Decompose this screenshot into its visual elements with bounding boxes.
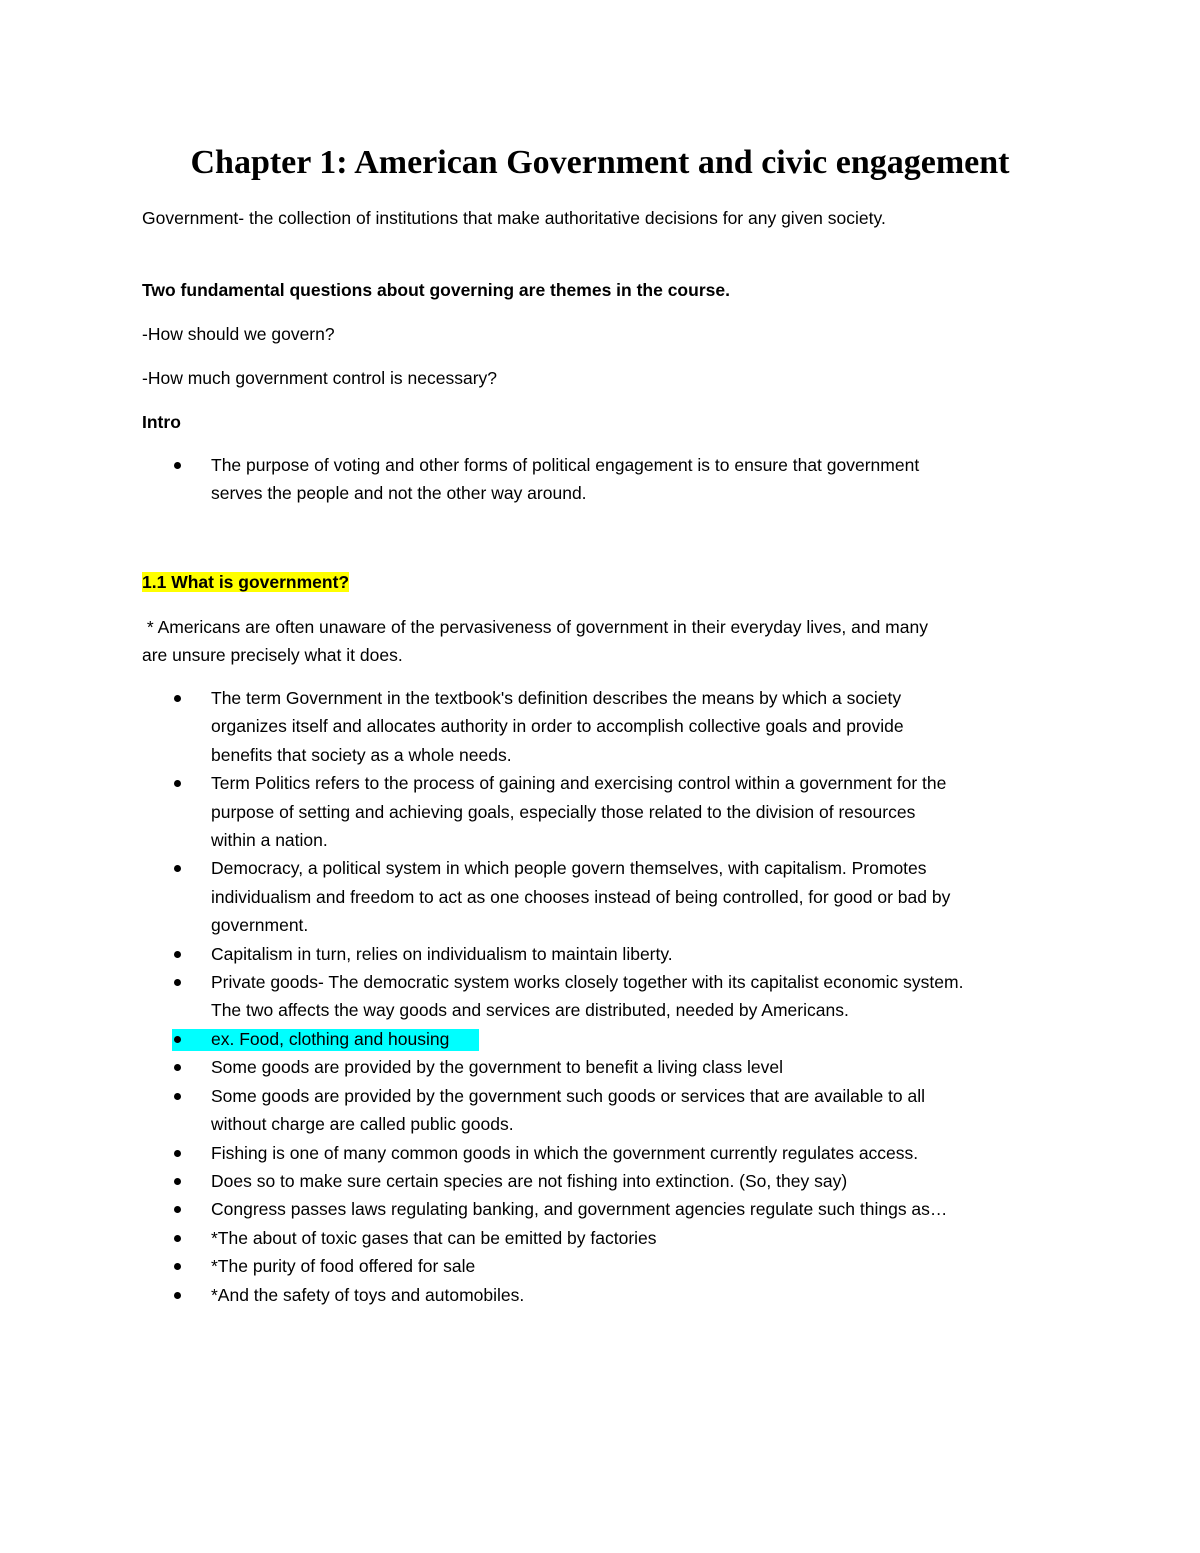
list-item [0,1252,1200,1280]
bullet-text-line: benefits that society as a whole needs. [211,744,512,765]
bullet-icon [174,951,181,958]
bullet-text-line: The term Government in the textbook's definition describes the means by which a society [211,688,902,708]
bullet-icon [174,865,181,872]
list-item [0,1082,1200,1139]
bullet-text-line: ex. Food, clothing and housing [211,1028,450,1049]
question-how-much-control: -How much government control is necessary? [142,368,498,388]
intro-list [0,451,1200,508]
list-item [0,451,1200,508]
list-item [0,1224,1200,1252]
bullet-icon [174,1064,181,1071]
bullet-text-line: Capitalism in turn, relies on individualism to maintain liberty. [211,943,673,964]
list-item [0,1281,1200,1309]
bullet-icon [174,1235,181,1242]
questions-heading: Two fundamental questions about governing are themes in the course. [142,280,730,300]
intro-heading: Intro [142,412,181,432]
bullet-text-line: within a nation. [211,830,328,851]
government-bullet-list [0,684,1200,1309]
list-item [0,684,1200,769]
bullet-text-line: Some goods are provided by the government such goods or services that are available to all [211,1085,926,1106]
bullet-text-line: Congress passes laws regulating banking, and government agencies regulate such things as… [211,1199,948,1220]
list-item [0,968,1200,1025]
bullet-text-line: Democracy, a political system in which people govern themselves, with capitalism. Promotes [211,858,927,879]
page-title: Chapter 1: American Government and civic engagement [190,144,1010,181]
bullet-icon [174,1093,181,1100]
list-item [0,1167,1200,1195]
bullet-text-line: *The purity of food offered for sale [211,1256,476,1277]
list-item [0,1053,1200,1081]
government-definition: Government- the collection of institutions that make authoritative decisions for any given society. [142,208,886,228]
section-note-line-1: * Americans are often unaware of the pervasiveness of government in their everyday lives, and many [142,617,928,637]
list-item [0,854,1200,939]
bullet-icon [174,780,181,787]
bullet-text-line: Private goods- The democratic system works closely together with its capitalist economic system. [211,972,964,993]
bullet-icon [174,695,181,702]
bullet-icon [174,1206,181,1213]
bullet-text-line: The two affects the way goods and services are distributed, needed by Americans. [211,1000,849,1021]
bullet-text-line: purpose of setting and achieving goals, especially those related to the division of resources [211,801,916,822]
bullet-icon [174,1263,181,1270]
bullet-icon [174,1036,181,1043]
intro-bullet-line-1: The purpose of voting and other forms of political engagement is to ensure that government [211,455,920,475]
intro-bullet-line-2: serves the people and not the other way around. [211,483,587,504]
bullet-text-line: government. [211,915,309,936]
section-note-line-2: are unsure precisely what it does. [142,645,403,665]
bullet-icon [174,462,181,469]
list-item-highlighted [0,1025,1200,1053]
bullet-text-line: organizes itself and allocates authority in order to accomplish collective goals and provide [211,716,904,737]
bullet-icon [174,1292,181,1299]
bullet-text-line: without charge are called public goods. [211,1114,514,1135]
bullet-text-line: Some goods are provided by the government to benefit a living class level [211,1057,783,1078]
bullet-text-line: *And the safety of toys and automobiles. [211,1284,525,1305]
list-item [0,1195,1200,1223]
bullet-icon [174,979,181,986]
bullet-text-line: Term Politics refers to the process of gaining and exercising control within a government for the [211,773,947,794]
list-item [0,940,1200,968]
list-item [0,769,1200,854]
bullet-text-line: individualism and freedom to act as one chooses instead of being controlled, for good or bad by [211,886,951,907]
question-how-govern: -How should we govern? [142,324,335,344]
bullet-text-line: Does so to make sure certain species are not fishing into extinction. (So, they say) [211,1170,848,1191]
section-heading-text: 1.1 What is government? [142,572,350,592]
section-heading [142,568,1062,596]
bullet-text-line: *The about of toxic gases that can be emitted by factories [211,1227,657,1248]
list-item [0,1139,1200,1167]
bullet-icon [174,1150,181,1157]
bullet-text-line: Fishing is one of many common goods in which the government currently regulates access. [211,1142,919,1163]
bullet-icon [174,1178,181,1185]
